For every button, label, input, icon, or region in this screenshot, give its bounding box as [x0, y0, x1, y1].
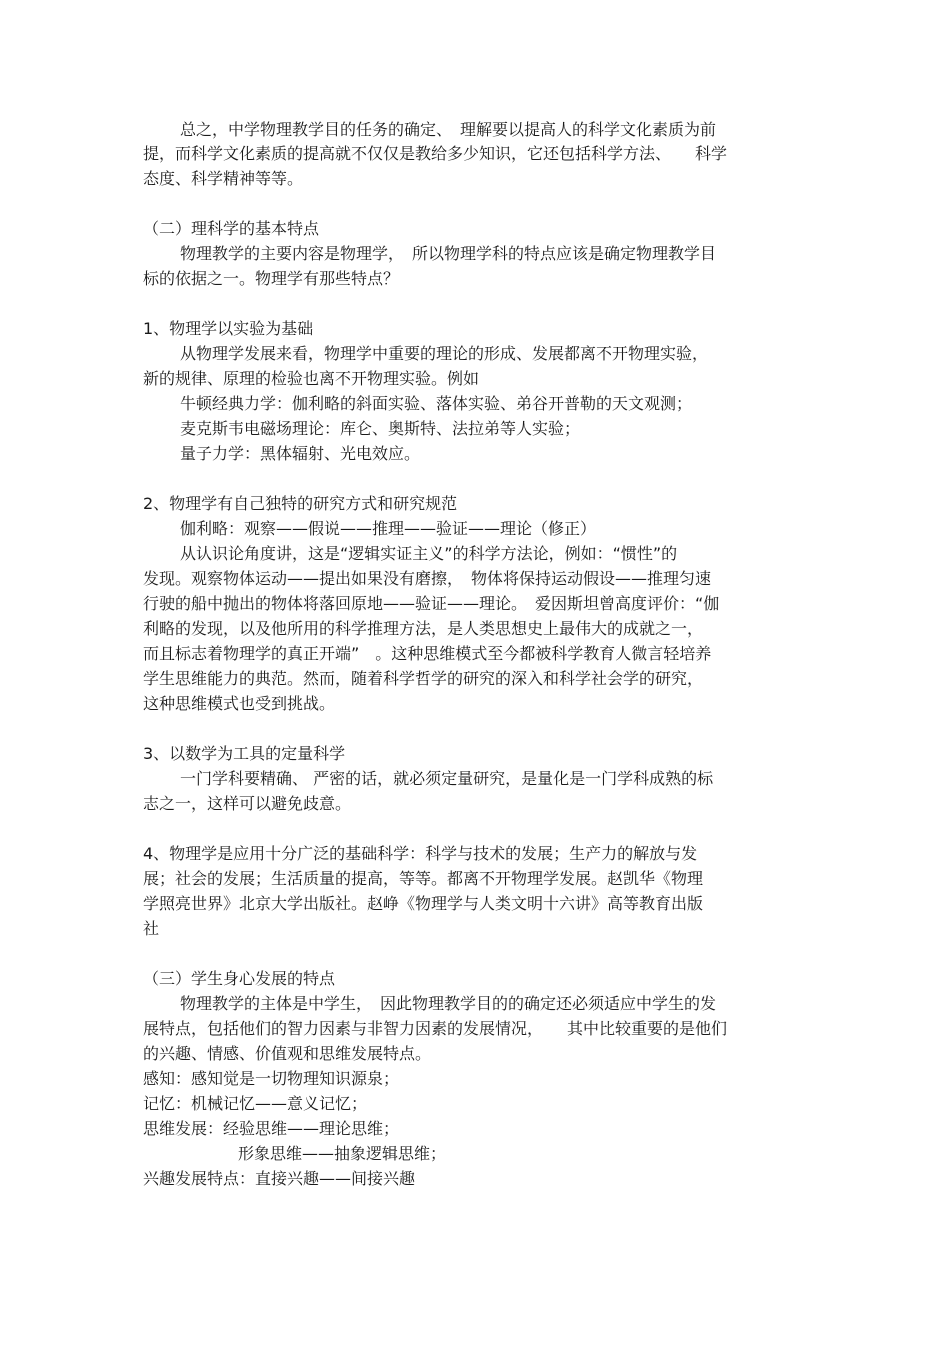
text-line: 发现。观察物体运动——提出如果没有磨擦， 物体将保持运动假设——推理匀速 [143, 569, 712, 588]
text-line: 而且标志着物理学的真正开端” 。这种思维模式至今都被科学教育人微言轻培养 [143, 644, 712, 663]
text-line: 这种思维模式也受到挑战。 [143, 694, 336, 713]
section-heading: 1、物理学以实验为基础 [143, 319, 314, 338]
section-heading: 3、以数学为工具的定量科学 [143, 744, 346, 763]
text-line: 从认识论角度讲，这是“逻辑实证主义”的科学方法论，例如：“惯性”的 [180, 544, 678, 563]
text-line: 展特点，包括他们的智力因素与非智力因素的发展情况， 其中比较重要的是他们 [143, 1019, 728, 1038]
text-line: 从物理学发展来看，物理学中重要的理论的形成、发展都离不开物理实验， [180, 344, 709, 363]
text-line: 态度、科学精神等等。 [143, 169, 304, 188]
text-line: 牛顿经典力学：伽利略的斜面实验、落体实验、弟谷开普勒的天文观测； [180, 394, 693, 413]
section-heading: 2、物理学有自己独特的研究方式和研究规范 [143, 494, 458, 513]
text-line: 伽利略：观察——假说——推理——验证——理论（修正） [180, 519, 597, 538]
text-line: 新的规律、原理的检验也离不开物理实验。例如 [143, 369, 480, 388]
text-line: 社 [143, 919, 160, 938]
text-line: 标的依据之一。物理学有那些特点？ [143, 269, 400, 288]
text-line: 学照亮世界》北京大学出版社。赵峥《物理学与人类文明十六讲》高等教育出版 [143, 894, 704, 913]
text-line: 总之，中学物理教学目的任务的确定、 理解要以提高人的科学文化素质为前 [180, 120, 717, 139]
section-heading: （三）学生身心发展的特点 [143, 969, 336, 988]
text-line: 思维发展：经验思维——理论思维； [143, 1119, 400, 1138]
text-line: 的兴趣、情感、价值观和思维发展特点。 [143, 1044, 432, 1063]
text-line: 兴趣发展特点：直接兴趣——间接兴趣 [143, 1169, 416, 1188]
text-line: 利略的发现，以及他所用的科学推理方法，是人类思想史上最伟大的成就之一， [143, 619, 704, 638]
text-line: 提，而科学文化素质的提高就不仅仅是教给多少知识，它还包括科学方法、 科学 [143, 144, 728, 163]
text-line: 物理教学的主体是中学生， 因此物理教学目的的确定还必须适应中学生的发 [180, 994, 717, 1013]
text-line: 形象思维——抽象逻辑思维； [238, 1144, 447, 1163]
text-line: 行驶的船中抛出的物体将落回原地——验证——理论。 爱因斯坦曾高度评价：“伽 [143, 594, 720, 613]
text-line: 展；社会的发展；生活质量的提高，等等。都离不开物理学发展。赵凯华《物理 [143, 869, 704, 888]
text-line: 麦克斯韦电磁场理论：库仑、奥斯特、法拉弟等人实验； [180, 419, 581, 438]
section-heading: （二）理科学的基本特点 [143, 219, 320, 238]
text-line: 记忆：机械记忆——意义记忆； [143, 1094, 368, 1113]
text-line: 物理教学的主要内容是物理学， 所以物理学科的特点应该是确定物理教学目 [180, 244, 717, 263]
section-heading: 4、物理学是应用十分广泛的基础科学：科学与技术的发展；生产力的解放与发 [143, 844, 698, 863]
text-line: 志之一，这样可以避免歧意。 [143, 794, 352, 813]
text-line: 感知：感知觉是一切物理知识源泉； [143, 1069, 400, 1088]
text-line: 量子力学：黑体辐射、光电效应。 [180, 444, 421, 463]
text-line: 一门学科要精确、 严密的话，就必须定量研究，是量化是一门学科成熟的标 [180, 769, 714, 788]
text-line: 学生思维能力的典范。然而，随着科学哲学的研究的深入和科学社会学的研究， [143, 669, 704, 688]
